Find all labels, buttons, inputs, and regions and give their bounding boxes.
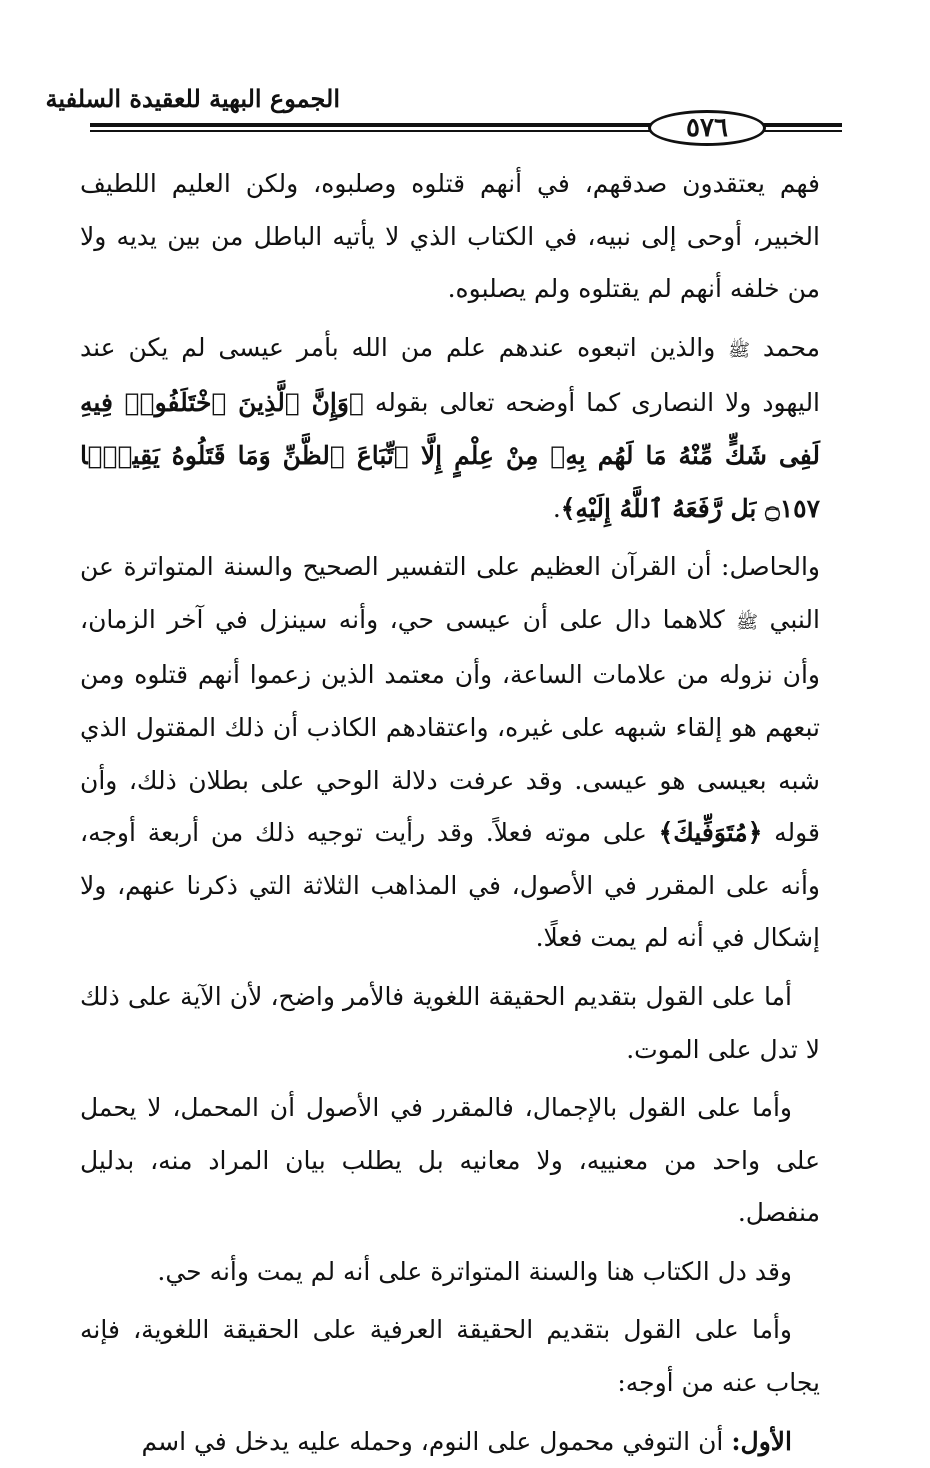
quran-word: ﴿مُتَوَفِّيكَ﴾ xyxy=(658,818,763,848)
paragraph-lead: الأول: xyxy=(731,1426,792,1456)
paragraph-5 xyxy=(80,1082,820,1240)
salawat-glyph: ﷺ xyxy=(736,611,758,633)
paragraph-text: محمد xyxy=(762,332,820,362)
paragraph-text: على موته فعلاً. وقد رأيت توجيه ذلك من أربعة أوجه، وأنه على المقرر في الأصول، في المذاهب الثلاثة التي ذكرنا عنهم، ولا إشكال في أنه لم يمت فعلًا. xyxy=(80,818,820,953)
quran-verse: ﴿وَإِنَّ ٱلَّذِينَ ٱخْتَلَفُوا۟ فِيهِ لَفِى شَكٍّ مِّنْهُ مَا لَهُم بِهِۦ مِنْ عِلْمٍ إِلَّا ٱتِّبَاعَ ٱلظَّنِّ وَمَا قَتَلُوهُ يَقِينًۢا ۝١٥٧ بَل رَّفَعَهُ ٱللَّهُ إِلَيْهِ﴾ xyxy=(80,388,820,523)
paragraph-text: أن التوفي محمول على النوم، وحمله عليه يدخل في اسم xyxy=(141,1426,724,1456)
body-text xyxy=(80,158,820,1468)
paragraph-text: وأما على القول بتقديم الحقيقة العرفية على الحقيقة اللغوية، فإنه يجاب عنه من أوجه: xyxy=(80,1315,820,1398)
page-number-badge: ٥٧٦ xyxy=(648,110,766,146)
paragraph-3 xyxy=(80,541,820,965)
paragraph-text: والحاصل: أن القرآن العظيم على التفسير الصحيح والسنة المتواترة عن النبي xyxy=(80,552,820,634)
paragraph-7 xyxy=(80,1304,820,1409)
paragraph-2 xyxy=(80,322,820,535)
paragraph-text: أما على القول بتقديم الحقيقة اللغوية فالأمر واضح، لأن الآية على ذلك لا تدل على الموت. xyxy=(80,981,820,1064)
paragraph-text: فهم يعتقدون صدقهم، في أنهم قتلوه وصلبوه، ولكن العليم اللطيف الخبير، أوحى إلى نبيه، في الكتاب الذي لا يأتيه الباطل من بين يديه ولا من خلفه أنهم لم يقتلوه ولم يصلبوه. xyxy=(80,169,820,304)
salawat-glyph: ﷺ xyxy=(728,339,750,361)
paragraph-8 xyxy=(80,1416,820,1468)
running-head-title: الجموع البهية للعقيدة السلفية xyxy=(45,84,340,113)
paragraph-text: وأما على القول بالإجمال، فالمقرر في الأصول أن المحمل، لا يحمل على واحد من معنييه، ولا معانيه بل يطلب بيان المراد منه، بدليل منفصل. xyxy=(80,1093,820,1228)
paragraph-text: والذين اتبعوه عندهم علم من الله بأمر عيسى لم يكن عند اليهود ولا النصارى كما أوضحه تعالى بقوله xyxy=(80,332,821,418)
paragraph-4 xyxy=(80,971,820,1076)
paragraph-6 xyxy=(80,1246,820,1299)
paragraph-end: . xyxy=(552,493,561,523)
paragraph-text: كلاهما دال على أن عيسى حي، وأنه سينزل في آخر الزمان، وأن نزوله من علامات الساعة، وأن معتمد الذين زعموا أنهم قتلوه ومن تبعهم هو إلقاء شبهه على غيره، واعتقادهم الكاذب أن ذلك المقتول الذي شبه بعيسى هو عيسى. وقد عرفت دلالة الوحي على بطلان ذلك، وأن قوله xyxy=(80,604,820,848)
paragraph-text: وقد دل الكتاب هنا والسنة المتواترة على أنه لم يمت وأنه حي. xyxy=(157,1256,792,1286)
paragraph-1 xyxy=(80,158,820,316)
